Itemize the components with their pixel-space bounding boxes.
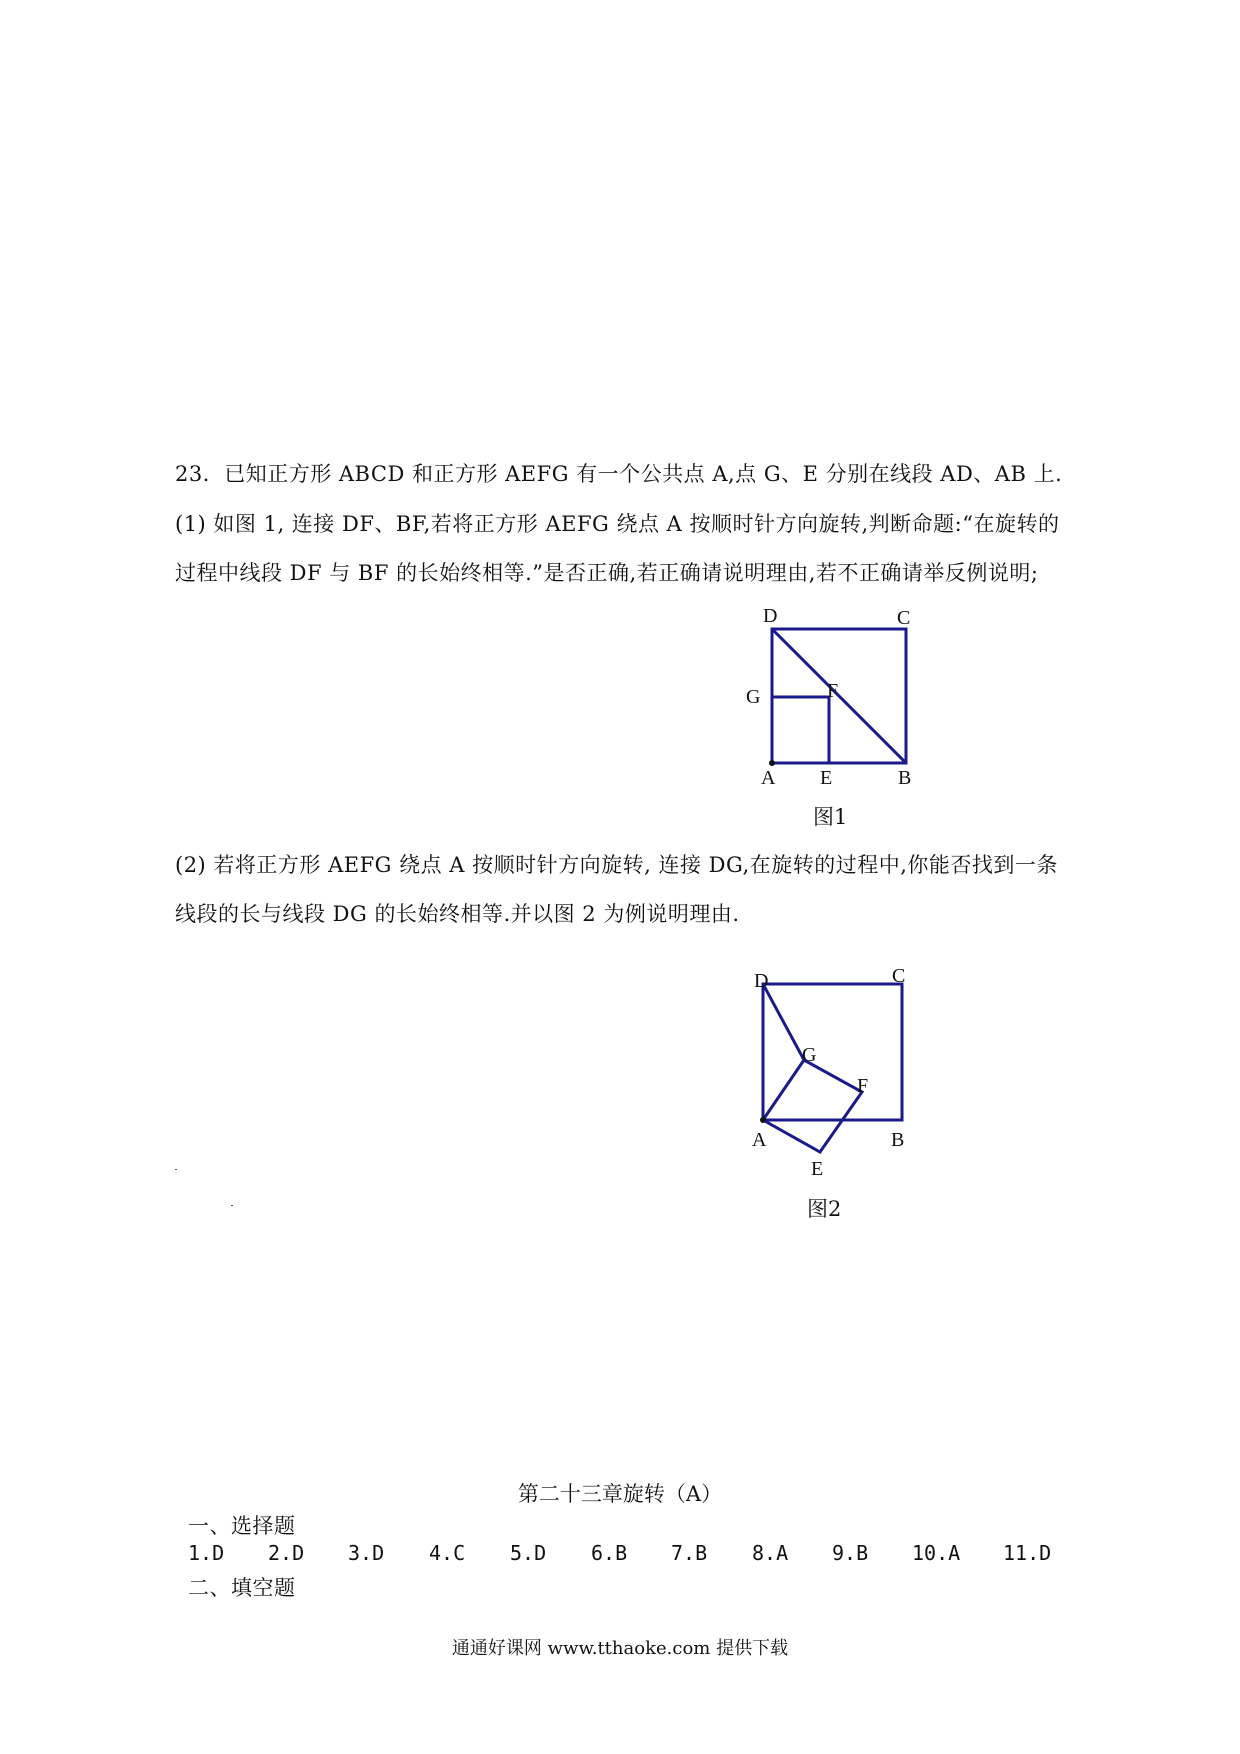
section-choice: 一、选择题	[188, 1514, 296, 1538]
part1-line2: 过程中线段 DF 与 BF 的长始终相等.”是否正确,若正确请说明理由,若不正确请举反例说明;	[175, 561, 1039, 585]
part2-line1: (2) 若将正方形 AEFG 绕点 A 按顺时针方向旋转, 连接 DG,在旋转的过程中,你能否找到一条	[175, 853, 1058, 877]
figure-1	[740, 600, 940, 789]
answer-item: 10.A	[912, 1541, 961, 1565]
label-f: F	[857, 1075, 869, 1097]
problem-stem: 23．已知正方形 ABCD 和正方形 AEFG 有一个公共点 A,点 G、E 分别在线段 AD、AB 上.	[175, 462, 1063, 486]
label-a: A	[752, 1129, 767, 1151]
answer-item: 5.D	[510, 1541, 547, 1565]
figure-2-svg	[740, 955, 940, 1180]
label-g: G	[746, 686, 761, 708]
square-abcd	[763, 984, 902, 1120]
answer-item: 9.B	[832, 1541, 869, 1565]
answer-item: 6.B	[591, 1541, 628, 1565]
label-e: E	[820, 767, 833, 789]
segment-dg	[763, 984, 804, 1060]
answer-heading: 第二十三章旋转（A）	[517, 1482, 723, 1506]
scan-speck	[231, 1205, 233, 1206]
square-aefg	[763, 1060, 862, 1152]
part2-line2: 线段的长与线段 DG 的长始终相等.并以图 2 为例说明理由.	[175, 902, 740, 926]
label-g: G	[802, 1044, 817, 1066]
point-a	[769, 760, 775, 766]
answer-item: 8.A	[752, 1541, 789, 1565]
answer-item: 4.C	[429, 1541, 466, 1565]
label-c: C	[897, 607, 911, 629]
label-b: B	[891, 1129, 905, 1151]
part1-line1: (1) 如图 1, 连接 DF、BF,若将正方形 AEFG 绕点 A 按顺时针方向旋转,判断命题:“在旋转的	[175, 512, 1060, 536]
answer-item: 2.D	[268, 1541, 305, 1565]
figure-1-svg	[740, 600, 940, 789]
label-d: D	[763, 605, 778, 627]
footer-source: 通通好课网 www.tthaoke.com 提供下载	[451, 1638, 789, 1659]
figure-2-caption: 图2	[807, 1197, 842, 1221]
scan-speck	[175, 1169, 177, 1170]
label-c: C	[892, 965, 906, 987]
point-a	[760, 1117, 766, 1123]
label-f: F	[827, 680, 839, 702]
answer-item: 3.D	[348, 1541, 385, 1565]
label-d: D	[754, 970, 769, 992]
answer-item: 1.D	[188, 1541, 225, 1565]
figure-2	[740, 955, 940, 1180]
label-e: E	[811, 1158, 824, 1180]
section-fill: 二、填空题	[188, 1576, 296, 1600]
label-a: A	[761, 767, 776, 789]
answer-item: 7.B	[671, 1541, 708, 1565]
answer-item: 11.D	[1003, 1541, 1052, 1565]
figure-1-caption: 图1	[813, 805, 848, 829]
label-b: B	[898, 767, 912, 789]
